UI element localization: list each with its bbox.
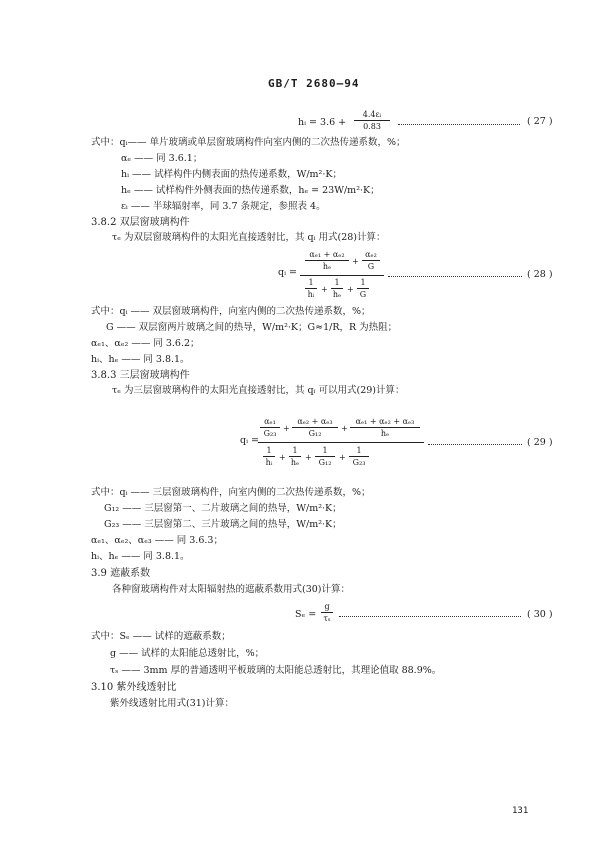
- eq30-denominator: τₛ: [323, 614, 331, 623]
- where29-line-1: 式中：qᵢ —— 三层窗玻璃构件，向室内侧的二次热传递系数，%；: [91, 487, 371, 498]
- where28-line-3: αₑ₁、αₑ₂ —— 同 3.6.2；: [91, 338, 200, 349]
- eq28-plus-1: +: [352, 257, 359, 266]
- where28-line-2: G —— 双层窗两片玻璃之间的热导，W/m²·K；G≈1/R，R 为热阻；: [106, 322, 398, 333]
- eq28-term-a-bar: [305, 260, 349, 261]
- eq30-leader-dots: [339, 616, 521, 617]
- where29-line-2: G₁₂ —— 三层窗第一、二片玻璃之间的热导，W/m²·K；: [104, 503, 342, 514]
- eq29-t2-num: αₑ₂ + αₑ₃: [297, 417, 333, 426]
- eq29-d1-num: 1: [266, 446, 272, 455]
- eq27-leader-dots: [398, 124, 520, 125]
- eq27-numerator: 4.4εᵢ: [362, 110, 382, 119]
- where28-line-4: hᵢ、hₑ —— 同 3.8.1。: [91, 354, 190, 365]
- eq29-d4-num: 1: [356, 446, 362, 455]
- eq29-plus-5: +: [339, 453, 346, 462]
- where30-line-1: 式中：Sₑ —— 试样的遮蔽系数；: [91, 631, 231, 642]
- eq28-term-a-num: αₑ₁ + αₑ₂: [309, 250, 345, 259]
- where27-line-4: hₑ —— 试样构件外侧表面的热传递系数，hₑ = 23W/m²·K；: [121, 185, 380, 196]
- section-3-9-intro: 各种窗玻璃构件对太阳辐射热的遮蔽系数用式(30)计算：: [112, 584, 351, 595]
- eq30-numerator: g: [324, 602, 330, 611]
- eq28-term-b-num: αₑ₂: [365, 250, 377, 259]
- eq29-d4-den: G₂₃: [352, 458, 366, 467]
- where29-line-3: G₂₃ —— 三层窗第二、三片玻璃之间的热导，W/m²·K；: [104, 519, 342, 530]
- eq29-d1-den: hᵢ: [265, 458, 273, 467]
- eq28-lhs: qᵢ =: [278, 267, 297, 278]
- eq28-term-a-den: hₑ: [322, 262, 332, 271]
- eq30-number: ( 30 ): [527, 609, 553, 620]
- section-3-10-intro: 紫外线透射比用式(31)计算：: [110, 698, 235, 709]
- eq27-number: ( 27 ): [527, 116, 553, 127]
- eq29-main-bar: [258, 442, 424, 443]
- eq30-lhs: Sₑ =: [295, 609, 317, 620]
- eq29-t2-den: G₁₂: [308, 429, 322, 438]
- eq29-t2-bar: [292, 427, 338, 428]
- eq29-plus-1: +: [283, 424, 290, 433]
- eq28-number: ( 28 ): [527, 269, 553, 280]
- section-3-8-3-title: 3.8.3 三层窗玻璃构件: [91, 370, 190, 381]
- eq29-plus-4: +: [305, 453, 312, 462]
- eq29-plus-2: +: [341, 424, 348, 433]
- eq28-d2-bar: [331, 288, 343, 289]
- eq29-d4-bar: [349, 456, 369, 457]
- eq28-plus-2: +: [321, 285, 328, 294]
- eq28-d1-num: 1: [308, 278, 314, 287]
- section-3-8-3-intro: τₑ 为三层窗玻璃构件的太阳光直接透射比，其 qᵢ 可以用式(29)计算：: [112, 385, 405, 396]
- section-3-8-2-title: 3.8.2 双层窗玻璃构件: [91, 217, 190, 228]
- eq30-fraction: [321, 602, 333, 623]
- eq29-t1-num: αₑ₁: [264, 417, 276, 426]
- eq28-d2-num: 1: [334, 278, 340, 287]
- eq28-d3-bar: [357, 288, 369, 289]
- eq29-t3-den: hₑ: [380, 429, 390, 438]
- eq29-t3-num: αₑ₁ + αₑ₂ + αₑ₃: [355, 417, 415, 426]
- eq29-d1-bar: [263, 456, 275, 457]
- where30-line-2: g —— 试样的太阳能总透射比，%；: [110, 648, 265, 659]
- eq29-t3-bar: [350, 427, 420, 428]
- section-3-9-title: 3.9 遮蔽系数: [91, 568, 151, 579]
- where28-line-1: 式中：qᵢ —— 双层窗玻璃构件，向室内侧的二次热传递系数，%；: [91, 306, 371, 317]
- where29-line-4: αₑ₁、αₑ₂、αₑ₃ —— 同 3.6.3；: [91, 535, 223, 546]
- eq29-plus-3: +: [279, 453, 286, 462]
- eq29-d2-num: 1: [292, 446, 298, 455]
- eq29-lhs: qᵢ =: [240, 435, 259, 446]
- eq29-leader-dots: [428, 444, 522, 445]
- eq29-d3-den: G₁₂: [318, 458, 332, 467]
- eq29-d3-bar: [315, 456, 335, 457]
- where27-line-3: hᵢ —— 试样构件内侧表面的热传递系数，W/m²·K；: [121, 169, 342, 180]
- eq28-main-bar: [300, 275, 384, 276]
- eq27-fraction: [354, 110, 390, 131]
- eq29-t1-den: G₂₃: [263, 429, 277, 438]
- eq28-d1-bar: [305, 288, 317, 289]
- eq28-d1-den: hᵢ: [307, 290, 315, 299]
- eq29-d2-den: hₑ: [290, 458, 300, 467]
- where30-line-3: τₛ —— 3mm 厚的普通透明平板玻璃的太阳能总透射比，其理论值取 88.9%。: [110, 665, 442, 676]
- eq29-d2-bar: [289, 456, 301, 457]
- page-number: 131: [512, 806, 529, 816]
- where27-line-1: 式中：qᵢ—— 单片玻璃或单层窗玻璃构件向室内侧的二次热传递系数，%；: [91, 137, 406, 148]
- eq28-leader-dots: [388, 276, 522, 277]
- eq28-term-b-den: G: [367, 262, 375, 271]
- where29-line-5: hᵢ、hₑ —— 同 3.8.1。: [91, 551, 190, 562]
- section-3-10-title: 3.10 紫外线透射比: [91, 682, 177, 693]
- eq28-plus-3: +: [347, 285, 354, 294]
- eq27-denominator: 0.83: [363, 122, 381, 131]
- eq29-d3-num: 1: [322, 446, 328, 455]
- standard-header: GB/T 2680—94: [268, 77, 360, 90]
- section-3-8-2-intro: τₑ 为双层窗玻璃构件的太阳光直接透射比，其 qᵢ 用式(28)计算：: [112, 232, 386, 243]
- eq29-number: ( 29 ): [527, 437, 553, 448]
- where27-line-2: αₑ —— 同 3.6.1；: [121, 153, 203, 164]
- eq27-lhs: hᵢ = 3.6 +: [298, 117, 347, 128]
- eq29-t1-bar: [260, 427, 280, 428]
- eq28-d3-den: G: [359, 290, 367, 299]
- eq28-term-b-bar: [362, 260, 380, 261]
- eq28-d2-den: hₑ: [332, 290, 342, 299]
- where27-line-5: εᵢ —— 半球辐射率，同 3.7 条规定，参照表 4。: [121, 201, 326, 212]
- eq28-d3-num: 1: [360, 278, 366, 287]
